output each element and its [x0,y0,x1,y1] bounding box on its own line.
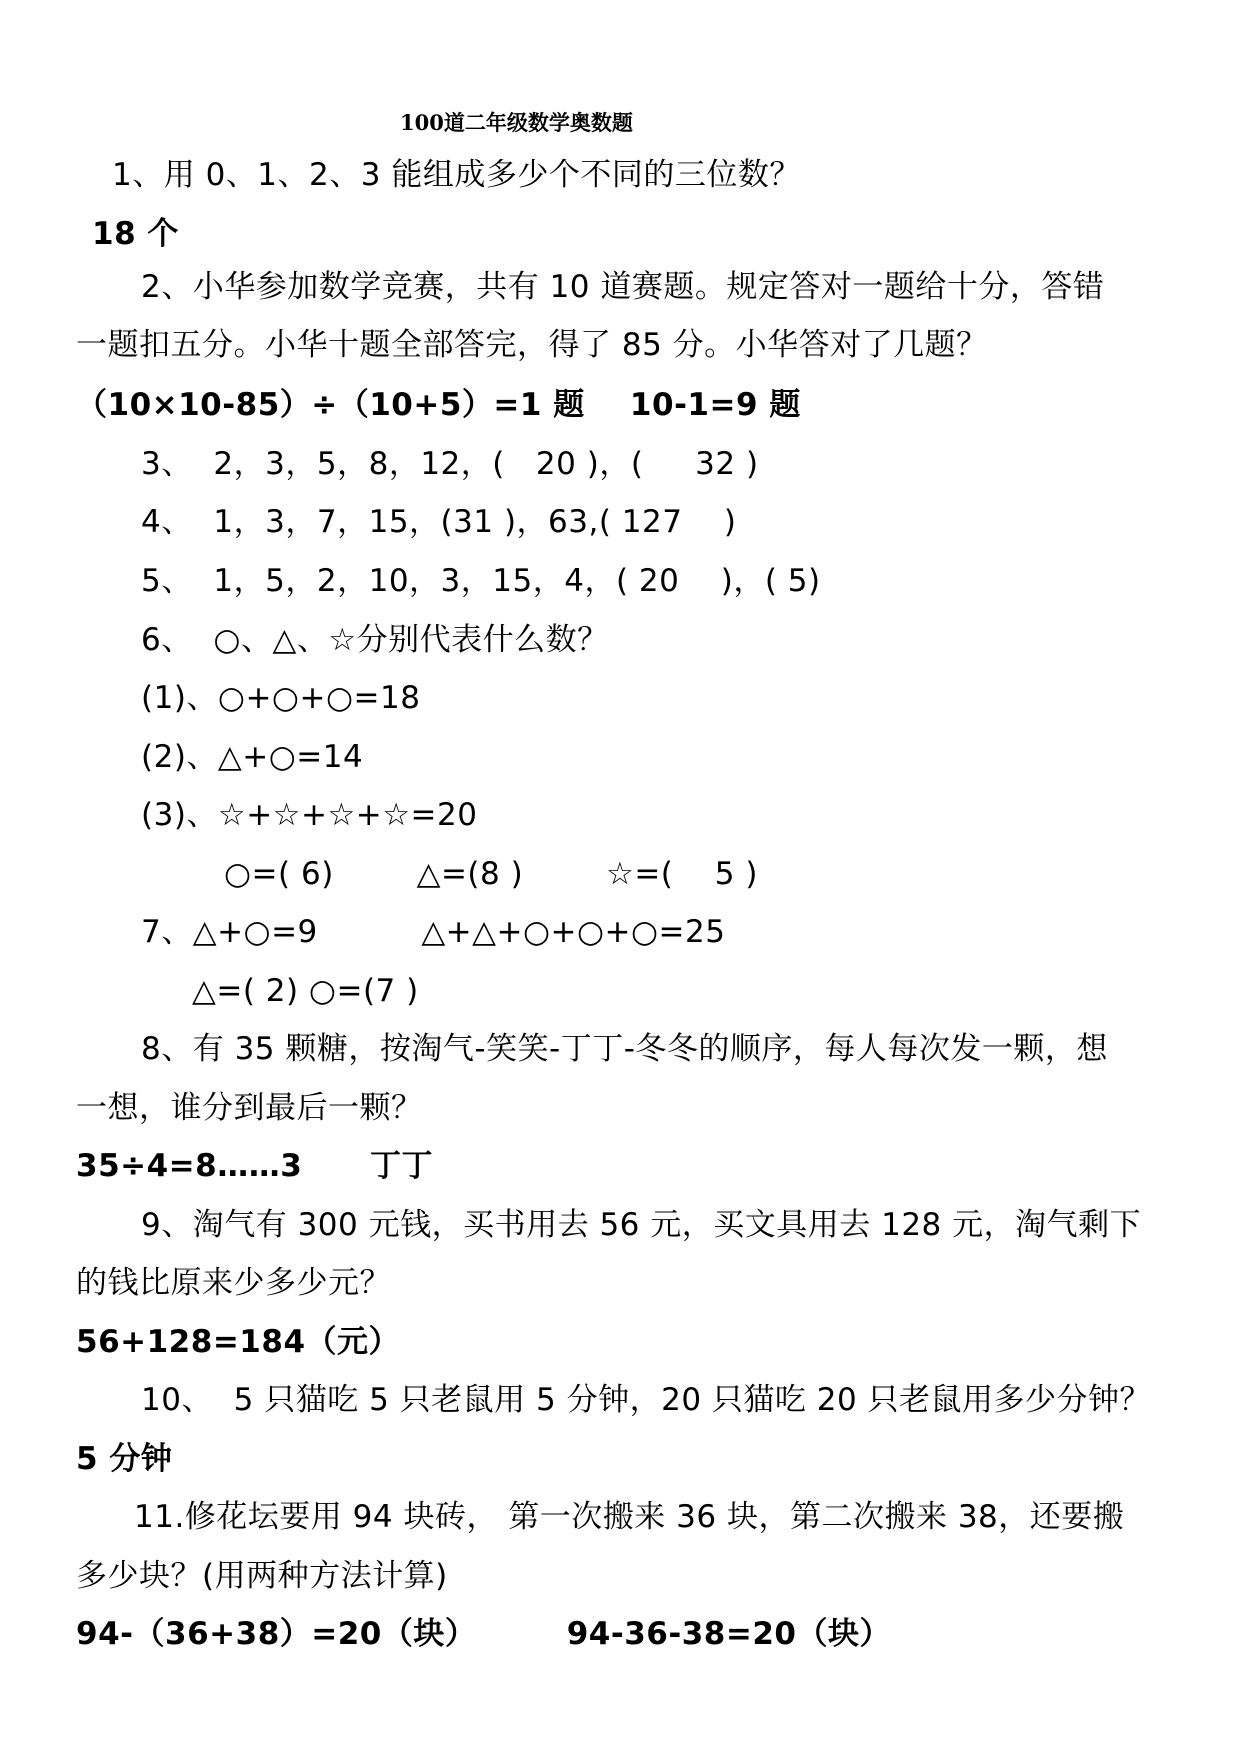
question-8-line-1: 8、有 35 颗糖，按淘气-笑笑-丁丁-冬冬的顺序，每人每次发一颗，想 [141,1031,1108,1067]
question-2-line-2: 一题扣五分。小华十题全部答完，得了 85 分。小华答对了几题？ [76,327,988,363]
question-11-line-1: 11.修花坛要用 94 块砖， 第一次搬来 36 块，第二次搬来 38，还要搬 [134,1499,1125,1535]
question-9-line-2: 的钱比原来少多少元？ [76,1265,391,1301]
answer-9: 56+128=184（元） [76,1324,401,1360]
question-1: 1、用 0、1、2、3 能组成多少个不同的三位数？ [112,157,801,193]
question-6-part-2: (2)、△+○=14 [141,739,364,775]
answer-2: （10×10-85）÷（10+5）=1 题 10-1=9 题 [76,387,801,423]
question-6-part-1: (1)、○+○+○=18 [141,680,421,716]
question-6-part-3: (3)、☆+☆+☆+☆=20 [141,797,478,833]
question-7: 7、△+○=9 △+△+○+○+○=25 [141,914,726,950]
question-6: 6、 ○、△、☆分别代表什么数？ [141,622,609,658]
question-3: 3、 2，3，5，8，12，( 20 )，( 32 ) [141,446,759,482]
question-10: 10、 5 只猫吃 5 只老鼠用 5 分钟，20 只猫吃 20 只老鼠用多少分钟？ [141,1382,1152,1418]
question-9-line-1: 9、淘气有 300 元钱，买书用去 56 元，买文具用去 128 元，淘气剩下 [141,1207,1142,1243]
answer-11: 94-（36+38）=20（块） 94-36-38=20（块） [76,1616,891,1652]
question-5: 5、 1，5，2，10，3，15，4，( 20 )，( 5) [141,563,821,599]
answer-1: 18 个 [92,216,179,252]
document-title: 100道二年级数学奥数题 [400,110,633,135]
answer-10: 5 分钟 [76,1441,173,1477]
answer-6: ○=( 6) △=(8 ) ☆=( 5 ) [224,856,758,892]
answer-7: △=( 2) ○=(7 ) [192,973,419,1009]
question-2-line-1: 2、小华参加数学竞赛，共有 10 道赛题。规定答对一题给十分，答错 [141,269,1105,305]
answer-8: 35÷4=8……3 丁丁 [76,1148,434,1184]
question-8-line-2: 一想，谁分到最后一颗？ [76,1090,423,1126]
question-11-line-2: 多少块？(用两种方法计算) [76,1558,448,1594]
question-4: 4、 1，3，7，15，(31 )，63,( 127 ) [141,504,737,540]
